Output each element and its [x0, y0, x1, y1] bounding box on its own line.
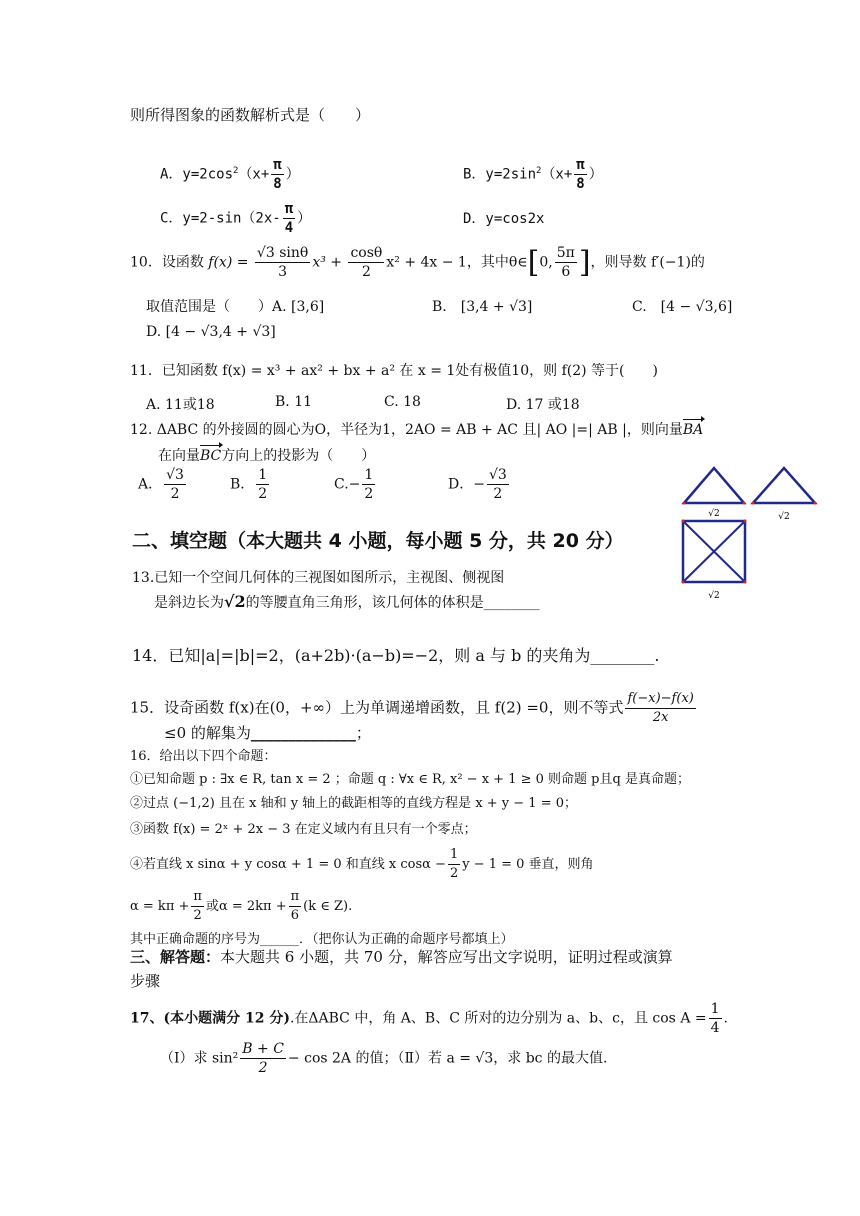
q12-option-b [230, 466, 271, 503]
q17-stem: .在ΔABC 中，角 A、B、C 所对的边分别为 a、b、c，且 cos A = [289, 1010, 707, 1027]
q15-line2a: ≤0 的解集为 [164, 724, 251, 742]
top-view-label: √2 [708, 591, 720, 601]
q9-c-end: ） [297, 210, 312, 227]
q10-interval-left: 0, [539, 254, 553, 271]
three-view-figure [676, 462, 826, 604]
q13-line2a: 是斜边长为 [154, 595, 224, 611]
q9-c-num: π [284, 201, 294, 217]
q16-p4-den: 2 [449, 866, 459, 881]
q9-option-d: D．y=cos2x [463, 211, 545, 227]
q9-a-den: 8 [273, 176, 282, 192]
q15-line2 [164, 722, 371, 743]
q17-cos-den: 4 [710, 1020, 720, 1036]
section3-line2: 步骤 [130, 972, 161, 990]
q11-option-b: B. 11 [275, 394, 313, 410]
q12-line1 [130, 418, 703, 439]
q17-part1a: （Ⅰ）求 sin² [160, 1050, 239, 1067]
q12-c-num: 1 [364, 467, 374, 483]
q10-frac1-num: √3 sinθ [256, 245, 309, 261]
q9-c-label: C．y=2-sin（2x- [160, 210, 281, 227]
q9-b-tail: （x+ [541, 166, 573, 183]
q10-f: f(x) = [208, 254, 249, 271]
q12-line2-a: 在向量 [158, 448, 200, 464]
q12-a-label: A． [138, 476, 163, 493]
q17-cos-num: 1 [710, 1001, 720, 1017]
q9-a-sup: 2 [233, 165, 239, 176]
q16-p4b: y − 1 = 0 垂直，则角 [462, 857, 594, 872]
q16-p2: ②过点 (−1,2) 且在 x 轴和 y 轴上的截距相等的直线方程是 x + y − 1 = 0； [130, 796, 578, 811]
q10-frac1-den: 3 [278, 264, 288, 280]
q11-option-a: A. 11或18 [146, 397, 215, 413]
q12-line2-b: 方向上的投影为（ ） [221, 448, 376, 464]
q16-p5b: 或α = 2kπ + [205, 899, 287, 914]
q10-frac2-num: cosθ [350, 245, 383, 261]
q16-p4 [130, 846, 594, 883]
q16-p5c: (k ∈ Z). [303, 899, 353, 914]
q16-p4a: ④若直线 x sinα + y cosα + 1 = 0 和直线 x cosα − [130, 857, 446, 872]
q12-vec-eq: 2AO = AB + AC 且| AO |=| AB |，则向量 [405, 422, 683, 438]
q17-part1-num: B + C [242, 1041, 284, 1057]
q17-head: 17、(本小题满分 12 分) [130, 1010, 290, 1027]
q12-line2 [158, 444, 375, 465]
front-view-triangle [683, 468, 746, 505]
q9-b-den: 8 [576, 176, 585, 192]
q9-option-a [160, 156, 300, 193]
q15-line2b: ______________ [250, 724, 356, 742]
q12-vec-bc: BC [200, 444, 221, 464]
q9-a-tail: （x+ [238, 166, 270, 183]
q11-option-d: D. 17 或18 [506, 397, 580, 413]
q17-dot: . [723, 1010, 728, 1027]
q10-option-a: 取值范围是（ ）A. [3,6] [146, 299, 325, 315]
q13-line1: 13.已知一个空间几何体的三视图如图所示，主视图、侧视图 [132, 570, 505, 586]
section3-text1: 本大题共 6 小题，共 70 分，解答应写出文字说明，证明过程或演算 [220, 948, 673, 966]
q10-rest: x² + 4x − 1，其中θ∈ [386, 254, 528, 271]
q9-stem: 则所得图象的函数解析式是（ ） [130, 106, 371, 124]
q9-c-den: 4 [284, 220, 294, 236]
q13-line2b: √2 [224, 592, 246, 611]
q16-p5-den1: 2 [193, 908, 202, 923]
q17-part1-den: 2 [258, 1060, 268, 1076]
q13-line2 [154, 592, 540, 612]
q9-b-sup: 2 [536, 165, 542, 176]
front-view-label: √2 [708, 509, 720, 519]
q10-interval-num: 5π [556, 245, 575, 261]
q12-a-num: √3 [166, 467, 184, 483]
q16-tail: 其中正确命题的序号为______．（把你认为正确的命题序号都填上） [130, 932, 514, 947]
q12-b-den: 2 [258, 486, 268, 502]
top-view-square [682, 520, 747, 584]
q16-p5a: α = kπ + [130, 899, 190, 914]
q15-frac-num: f(−x)−f(x) [625, 690, 695, 709]
q12-stem-a: 12. ΔABC 的外接圆的圆心为O，半径为1， [130, 422, 406, 438]
q10-option-c: C. [4 − √3,6] [632, 299, 733, 315]
q16-p5-num1: π [191, 888, 204, 907]
side-view-triangle [752, 468, 817, 505]
q10-tail: ，则导数 f′(−1)的 [590, 254, 705, 271]
q12-d-den: 2 [493, 486, 503, 502]
q12-d-num: √3 [488, 467, 507, 483]
q9-b-label: B．y=2sin [463, 166, 537, 183]
section2-heading: 二、填空题（本大题共 4 小题，每小题 5 分，共 20 分） [132, 530, 624, 552]
section3-heading: 三、解答题： [130, 948, 221, 966]
q9-option-b [463, 156, 603, 193]
q12-vec-ba: BA [683, 418, 703, 438]
q16-p5-den2: 6 [290, 908, 299, 923]
q16-p5-num2: π [289, 888, 302, 907]
q10-line1: 10．设函数 f(x) = $\frac{√3 \sin\theta}{3}$ x³ + $\frac{\cos\theta}{2}$ x² + 4x − 1，其中θ∈[0, $\frac{5\pi}{6}$ ]，则导数 f′(−1)的 [130, 245, 705, 280]
q16-p4-num: 1 [448, 846, 460, 865]
q13-line2c: 的等腰直角三角形，该几何体的体积是________ [245, 595, 540, 611]
q16-stem: 16．给出以下四个命题： [130, 749, 277, 764]
q12-d-label: D．− [448, 476, 485, 493]
q11-stem: 11．已知函数 f(x) = x³ + ax² + bx + a² 在 x = 1处有极值10，则 f(2) 等于( ) [130, 363, 658, 379]
q9-a-end: ） [285, 166, 300, 183]
q12-c-label: C.− [334, 476, 361, 493]
q12-b-label: B． [230, 476, 255, 493]
q17-line1 [130, 1000, 728, 1037]
q12-option-a [138, 466, 188, 503]
q10-option-d: D. [4 − √3,4 + √3] [146, 324, 276, 340]
q12-option-d [448, 466, 511, 503]
q12-b-num: 1 [258, 467, 268, 483]
q9-b-num: π [576, 157, 585, 173]
q15-frac-den: 2x [652, 710, 669, 725]
q10-frac2-den: 2 [361, 264, 371, 280]
q16-p3: ③函数 f(x) = 2ˣ + 2x − 3 在定义域内有且只有一个零点； [130, 822, 477, 837]
q12-option-c [334, 466, 377, 503]
q16-p5 [130, 888, 352, 925]
q14: 14．已知|a|=|b|=2，(a+2b)·(a−b)=−2，则 a 与 b 的夹角为________. [132, 646, 660, 665]
q10-x3: x³ + [312, 254, 343, 271]
q10-option-b: B. [3,4 + √3] [432, 299, 533, 315]
q9-b-end: ） [588, 166, 603, 183]
side-view-label: √2 [778, 512, 790, 522]
q15-line2c: ； [355, 724, 371, 742]
q10-prefix: 10．设函数 [130, 254, 204, 271]
q10-interval-den: 6 [561, 264, 571, 280]
q9-a-label: A．y=2cos [160, 166, 234, 183]
q11-option-c: C. 18 [384, 394, 421, 410]
q16-p1: ①已知命题 p : ∃x ∈ R, tan x = 2 ；命题 q : ∀x ∈ R, x² − x + 1 ≥ 0 则命题 p且q 是真命题； [130, 772, 690, 787]
q9-a-num: π [273, 157, 282, 173]
q9-option-c [160, 200, 311, 237]
q12-a-den: 2 [170, 486, 180, 502]
q15-line1-text: 15．设奇函数 f(x)在(0，+∞）上为单调递增函数，且 f(2) =0，则不等式 [130, 698, 624, 717]
q17-part1b: − cos 2A 的值；（Ⅱ）若 a = √3，求 bc 的最大值. [287, 1050, 608, 1067]
q12-c-den: 2 [364, 486, 374, 502]
section3-line1 [130, 946, 673, 967]
q17-line2 [160, 1040, 607, 1077]
